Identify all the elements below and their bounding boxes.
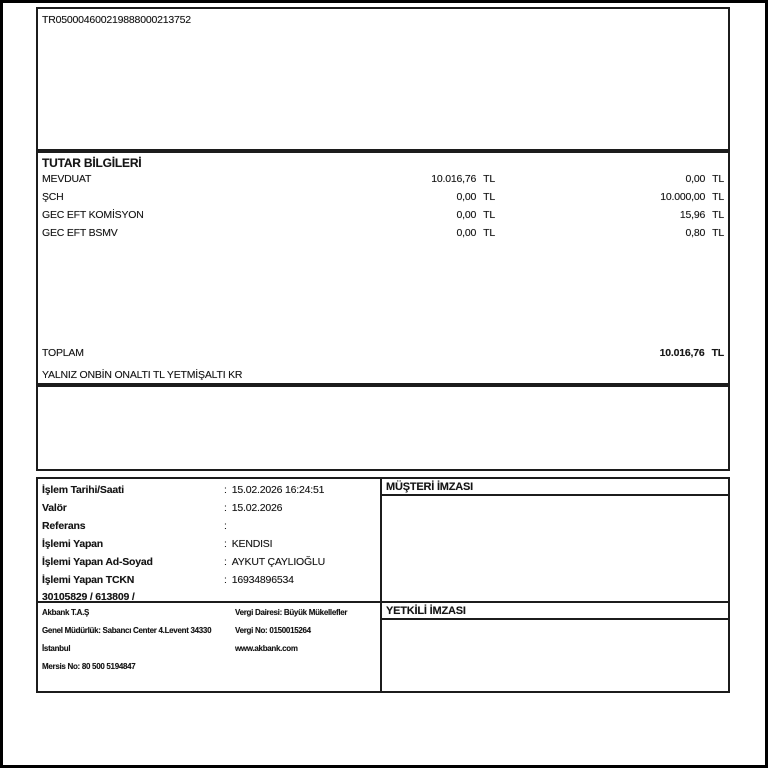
total-value: 10.016,76 TL bbox=[659, 347, 724, 359]
footer-row bbox=[38, 621, 380, 639]
currency-label: TL bbox=[483, 191, 495, 203]
authorized-signature-label: YETKİLİ İMZASI bbox=[382, 603, 728, 620]
bank-footer bbox=[38, 601, 380, 691]
signatures-column bbox=[382, 479, 728, 691]
detail-row bbox=[38, 482, 380, 500]
bank-city: İstanbul bbox=[42, 644, 71, 653]
currency-label: TL bbox=[483, 227, 495, 239]
detail-value: : AYKUT ÇAYLIOĞLU bbox=[224, 556, 325, 568]
transaction-details-column bbox=[38, 479, 382, 691]
amount-value-col2: 10.000,00 TL bbox=[660, 191, 724, 203]
amount-label: ŞCH bbox=[42, 191, 64, 203]
footer-row bbox=[38, 603, 380, 621]
amount-label: GEC EFT KOMİSYON bbox=[42, 209, 144, 221]
amount-value-col2: 0,80 TL bbox=[685, 227, 724, 239]
detail-rows bbox=[38, 479, 380, 590]
bank-address: Genel Müdürlük: Sabancı Center 4.Levent 34330 bbox=[42, 626, 212, 635]
detail-value: : KENDISI bbox=[224, 538, 273, 550]
detail-value bbox=[224, 520, 232, 532]
amounts-section-title: TUTAR BİLGİLERİ bbox=[42, 156, 142, 170]
detail-separator: : bbox=[224, 484, 227, 496]
currency-label: TL bbox=[712, 191, 724, 203]
customer-signature-box bbox=[382, 479, 728, 603]
currency-label: TL bbox=[712, 173, 724, 185]
detail-value: : 15.02.2026 16:24:51 bbox=[224, 484, 325, 496]
total-row bbox=[38, 347, 728, 363]
amount-label: GEC EFT BSMV bbox=[42, 227, 118, 239]
detail-row bbox=[38, 500, 380, 518]
currency-label: TL bbox=[483, 173, 495, 185]
detail-label: İşlemi Yapan bbox=[42, 538, 104, 550]
empty-box bbox=[36, 385, 730, 471]
detail-separator: : bbox=[224, 538, 227, 550]
amount-value-col1: 10.016,76 TL bbox=[431, 173, 495, 185]
detail-separator: : bbox=[224, 502, 227, 514]
currency-label: TL bbox=[712, 209, 724, 221]
currency-label: TL bbox=[483, 209, 495, 221]
currency-label: TL bbox=[711, 347, 724, 359]
bank-website: www.akbank.com bbox=[235, 644, 298, 653]
bank-name: Akbank T.A.Ş bbox=[42, 608, 90, 617]
amounts-box bbox=[36, 151, 730, 385]
iban-number: TR050004600219888000213752 bbox=[42, 14, 191, 26]
detail-row bbox=[38, 518, 380, 536]
detail-separator: : bbox=[224, 574, 227, 586]
footer-row bbox=[38, 639, 380, 657]
tax-office: Vergi Dairesi: Büyük Mükellefler bbox=[235, 608, 348, 617]
detail-label: Referans bbox=[42, 520, 86, 532]
detail-label: İşlem Tarihi/Saati bbox=[42, 484, 124, 496]
customer-signature-label: MÜŞTERİ İMZASI bbox=[382, 479, 728, 496]
total-label: TOPLAM bbox=[42, 347, 84, 359]
reference-code: 30105829 / 613809 / bbox=[42, 591, 135, 603]
amount-value-col1: 0,00 TL bbox=[456, 191, 495, 203]
amount-value-col1: 0,00 TL bbox=[456, 209, 495, 221]
amount-value-col2: 15,96 TL bbox=[679, 209, 724, 221]
details-box bbox=[36, 477, 730, 693]
amount-row bbox=[38, 225, 728, 243]
amount-row bbox=[38, 171, 728, 189]
detail-separator: : bbox=[224, 520, 227, 532]
amount-in-words: YALNIZ ONBİN ONALTI TL YETMİŞALTI KR bbox=[42, 369, 243, 381]
detail-label: İşlemi Yapan TCKN bbox=[42, 574, 135, 586]
detail-label: İşlemi Yapan Ad-Soyad bbox=[42, 556, 153, 568]
detail-row bbox=[38, 554, 380, 572]
detail-label: Valör bbox=[42, 502, 67, 514]
detail-value: : 15.02.2026 bbox=[224, 502, 283, 514]
amount-label: MEVDUAT bbox=[42, 173, 92, 185]
detail-separator: : bbox=[224, 556, 227, 568]
amount-value-col2: 0,00 TL bbox=[685, 173, 724, 185]
bank-mersis: Mersis No: 80 500 5194847 bbox=[42, 662, 136, 671]
iban-box bbox=[36, 7, 730, 151]
detail-row bbox=[38, 536, 380, 554]
authorized-signature-box bbox=[382, 603, 728, 691]
amount-value-col1: 0,00 TL bbox=[456, 227, 495, 239]
currency-label: TL bbox=[712, 227, 724, 239]
detail-row bbox=[38, 572, 380, 590]
tax-number: Vergi No: 0150015264 bbox=[235, 626, 311, 635]
detail-value: : 16934896534 bbox=[224, 574, 294, 586]
footer-row bbox=[38, 657, 380, 675]
amount-row bbox=[38, 207, 728, 225]
amount-row bbox=[38, 189, 728, 207]
